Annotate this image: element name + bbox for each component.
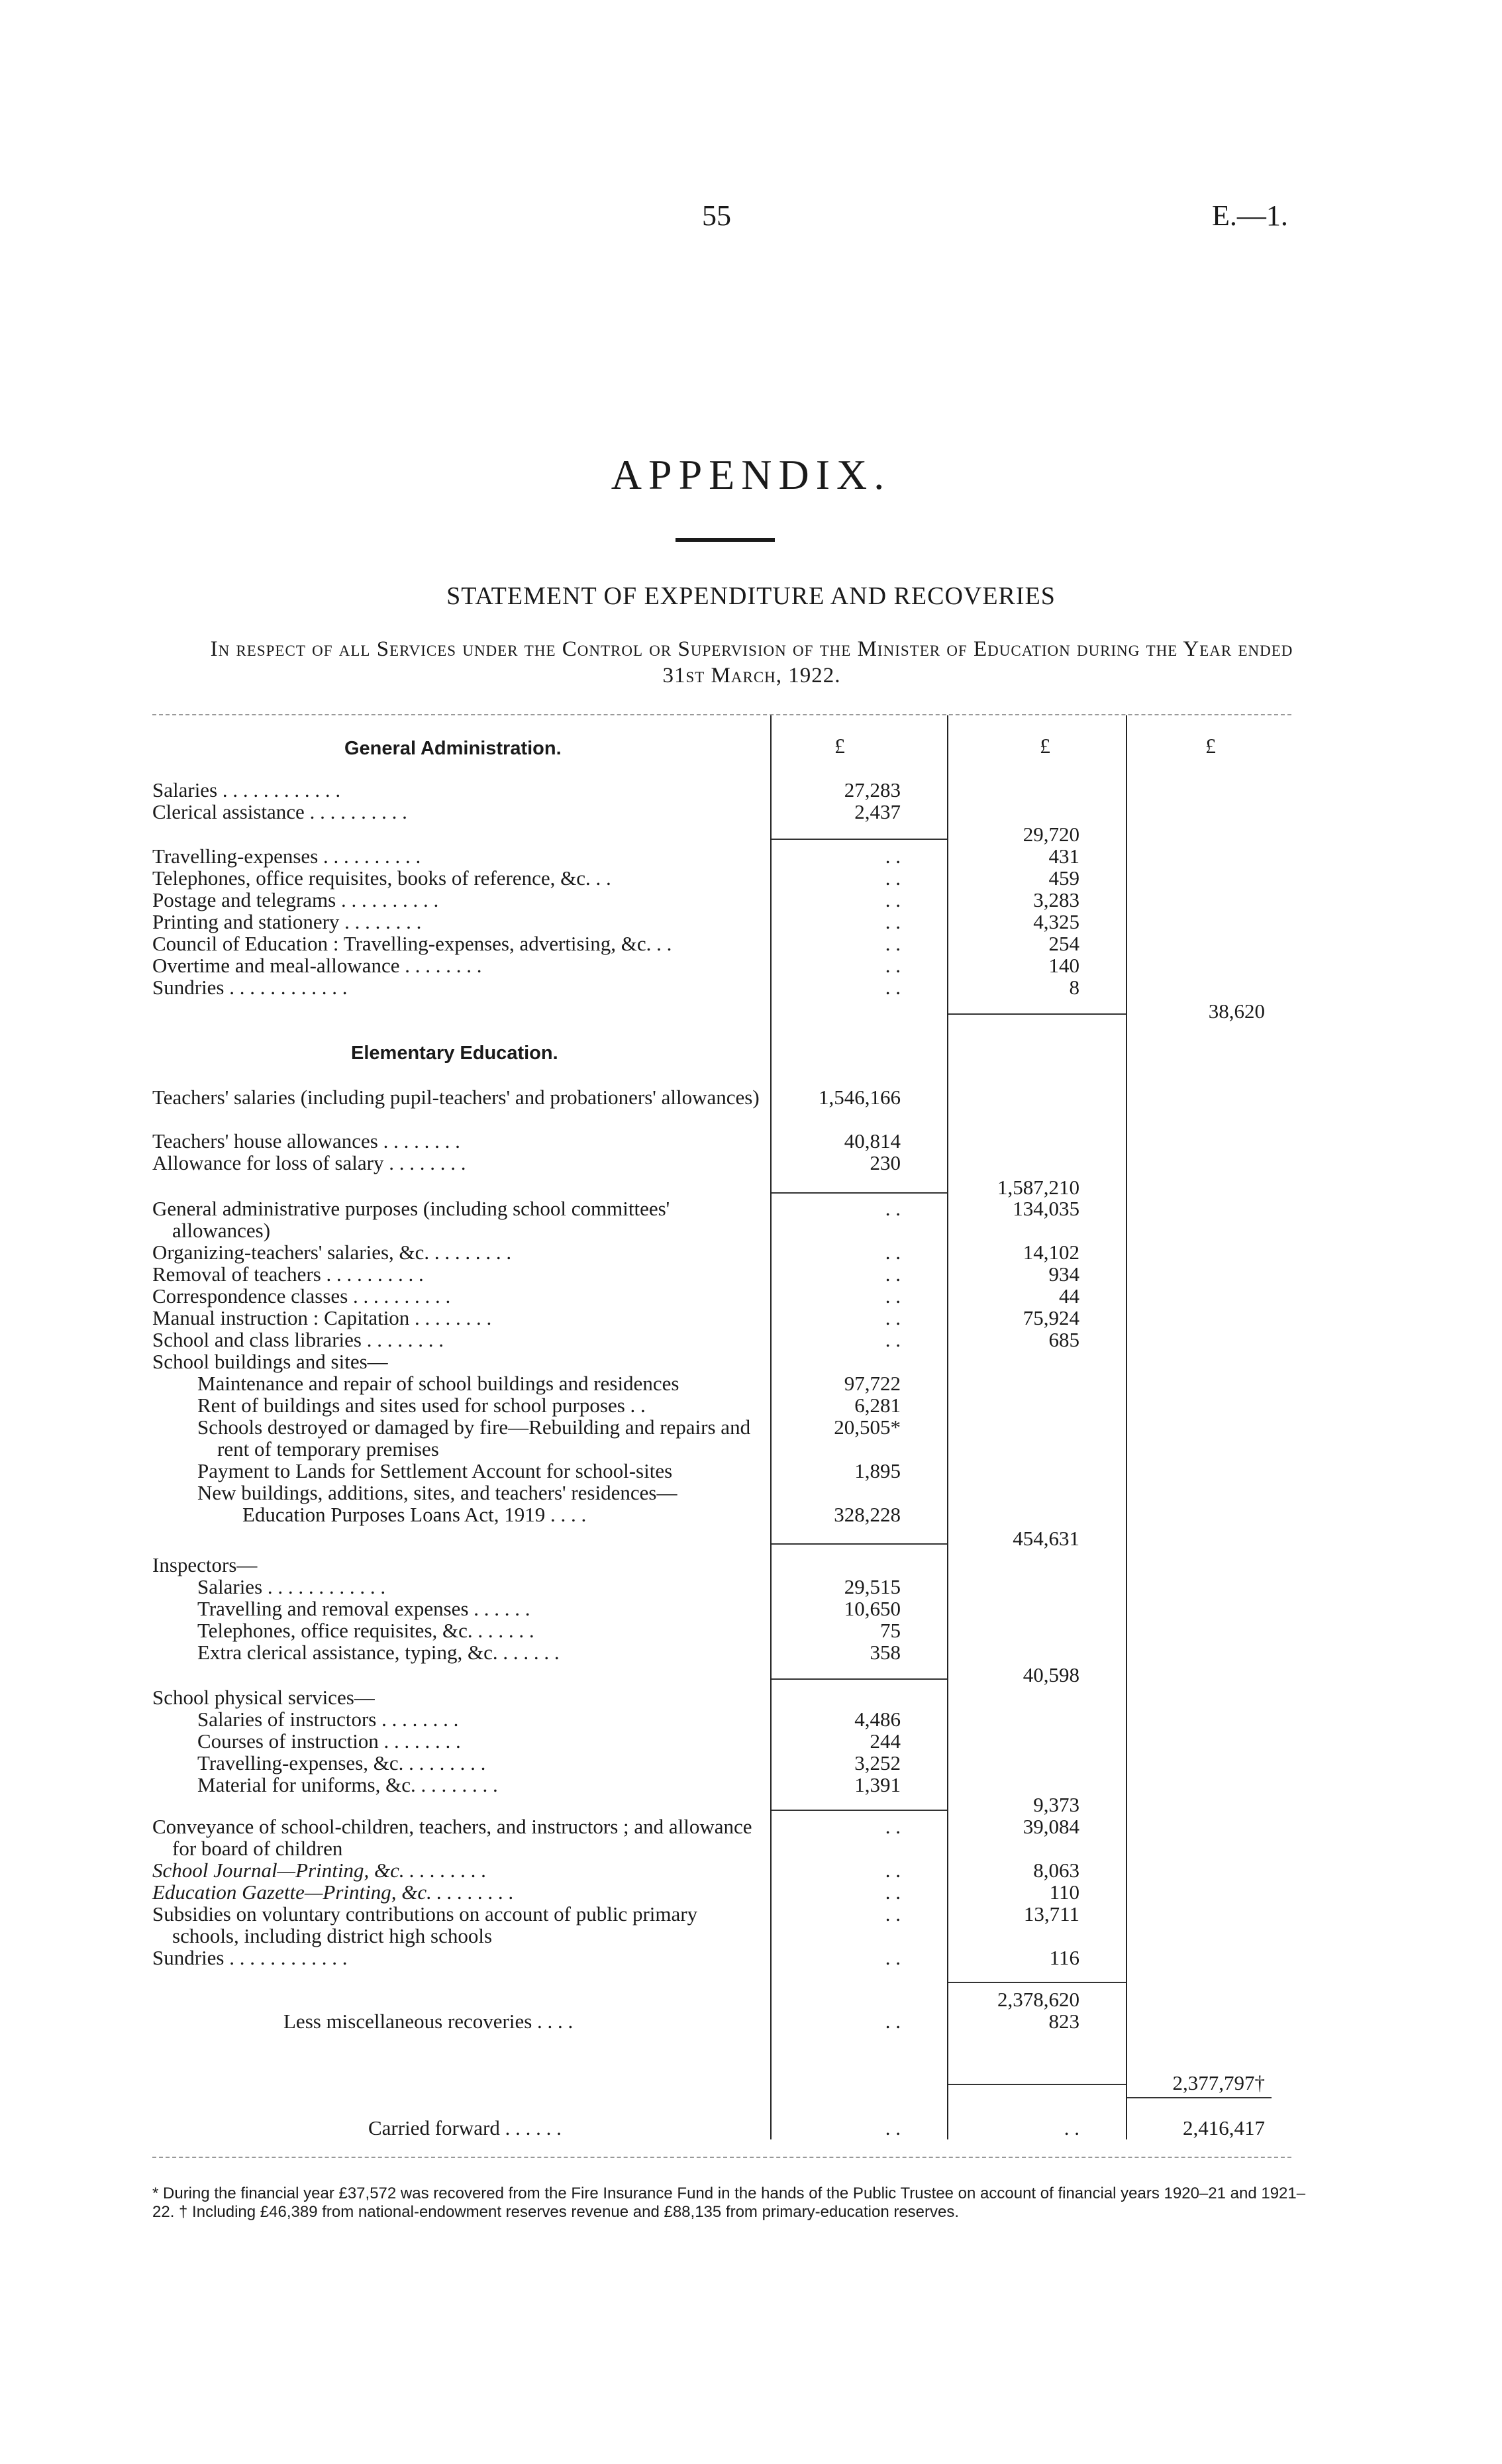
row-label: Conveyance of school-children, teachers, and instructors ; and allowance for board of children [152,1815,752,1860]
row-value: 934 [1048,1262,1079,1286]
subtotal-rule [948,1982,1126,1983]
table-row [152,1086,768,1108]
row-value: 75 [880,1619,901,1642]
row-label: General administrative purposes (including school committees' allowances) [152,1197,670,1242]
row-label: Subsidies on voluntary contributions on account of public primary schools, including district high schools [152,1902,698,1947]
row-label: Carried forward . . . . . . [368,2116,562,2139]
table-row [152,1198,768,1241]
row-value: . . [885,1815,901,1838]
row-label: Travelling-expenses, &c. . . . . . . . . [197,1751,486,1774]
row-value: . . [885,954,901,977]
statement-subtitle: In respect of all Services under the Control or Supervision of the Minister of Education during the Year ended 31st March, 1922. [210,637,1293,688]
row-label: School and class libraries . . . . . . . . [152,1328,444,1351]
row-label: Travelling-expenses . . . . . . . . . . [152,845,421,868]
row-label: Organizing-teachers' salaries, &c. . . . . . . . . [152,1241,512,1264]
row-value: 8,063 [1033,1859,1079,1882]
row-value: 4,486 [854,1708,901,1731]
row-value: 40,814 [844,1129,901,1153]
row-value: 1,546,166 [819,1086,901,1109]
column-header-pounds: £ [1040,734,1050,758]
row-value: . . [885,1241,901,1264]
row-value: 44 [1059,1284,1079,1308]
elementary-net-total: 2,377,797† [1172,2071,1265,2094]
net-rule [948,2084,1126,2085]
row-label: Removal of teachers . . . . . . . . . . [152,1262,424,1286]
row-value: 14,102 [1023,1241,1079,1264]
row-value: . . [885,1328,901,1351]
row-value: 6,281 [854,1394,901,1417]
row-label: Schools destroyed or damaged by fire—Rebuilding and repairs and rent of temporary premises [197,1415,751,1461]
row-value: . . [885,1946,901,1969]
row-value: 1,895 [854,1459,901,1482]
appendix-title: APPENDIX. [611,451,891,498]
statement-title: STATEMENT OF EXPENDITURE AND RECOVERIES [446,582,1056,610]
row-subtotal: 9,373 [1033,1793,1079,1816]
row-value: . . [885,932,901,955]
row-value: 8 [1069,976,1079,999]
row-value: 431 [1048,845,1079,868]
column-header-pounds: £ [1205,734,1216,758]
row-value: 4,325 [1033,910,1079,933]
column-divider [770,715,772,2139]
row-value: 39,084 [1023,1815,1079,1838]
net-rule [1127,2097,1272,2098]
section-total: 38,620 [1208,1000,1265,1023]
row-subtotal: 454,631 [1013,1527,1079,1550]
row-label: Extra clerical assistance, typing, &c. . . . . . . [197,1641,560,1664]
row-value: 459 [1048,866,1079,890]
row-subtotal: 29,720 [1023,823,1079,846]
row-value: . . [885,1306,901,1329]
table-row [152,1903,768,1947]
row-value: 140 [1048,954,1079,977]
row-value: . . [885,2116,901,2139]
table-top-rule [152,714,1291,715]
row-value: 13,711 [1023,1902,1079,1925]
row-value: . . [1064,2116,1079,2139]
row-subtotal: 40,598 [1023,1663,1079,1686]
row-label: Rent of buildings and sites used for school purposes . . [197,1394,646,1417]
row-label: Inspectors— [152,1553,258,1576]
row-label: Payment to Lands for Settlement Account for school-sites [197,1459,673,1482]
row-label: Teachers' salaries (including pupil-teachers' and probationers' allowances) [152,1086,760,1109]
row-value: 27,283 [844,778,901,801]
subtotal-rule [772,839,947,840]
elementary-subtotal: 2,378,620 [997,1988,1079,2011]
row-label: Overtime and meal-allowance . . . . . . . . [152,954,482,977]
row-label: Sundries . . . . . . . . . . . . [152,1946,348,1969]
row-label: Allowance for loss of salary . . . . . . . . [152,1151,466,1174]
row-value: . . [885,910,901,933]
row-value: . . [885,2010,901,2033]
row-value: 2,437 [854,800,901,823]
column-divider [1126,715,1127,2139]
row-label: School physical services— [152,1686,375,1709]
row-label: Sundries . . . . . . . . . . . . [152,976,348,999]
row-value: 116 [1049,1946,1079,1969]
row-value: . . [885,976,901,999]
subtotal-rule [772,1678,947,1680]
column-divider [947,715,948,2139]
row-value: 358 [870,1641,901,1664]
row-value: . . [885,866,901,890]
row-value: . . [885,1262,901,1286]
title-rule [676,538,775,542]
row-value: . . [885,1859,901,1882]
row-label: Postage and telegrams . . . . . . . . . . [152,888,439,911]
row-label: Council of Education : Travelling-expenses, advertising, &c. . . [152,932,672,955]
row-value: 328,228 [834,1503,901,1526]
row-label: School Journal—Printing, &c. . . . . . . . . [152,1859,487,1882]
row-label: Less miscellaneous recoveries . . . . [283,2010,574,2033]
footnote: * During the financial year £37,572 was recovered from the Fire Insurance Fund in the hands of the Public Trustee on account of financial years 1920–21 and 1921–22. † Including £46,389 from national-endowment reserves revenue and £88,135 from primary-education reserves. [152,2184,1306,2221]
row-label: Education Purposes Loans Act, 1919 . . . . [242,1503,587,1526]
row-label: Correspondence classes . . . . . . . . . . [152,1284,451,1308]
row-value: . . [885,1902,901,1925]
row-value: 244 [870,1729,901,1753]
row-value: . . [885,1880,901,1904]
row-value: 685 [1048,1328,1079,1351]
row-label: New buildings, additions, sites, and teachers' residences— [197,1481,677,1504]
row-value: 10,650 [844,1597,901,1620]
row-value: 134,035 [1013,1197,1079,1220]
section-heading-general-administration: General Administration. [344,738,562,759]
row-value: . . [885,1197,901,1220]
footnote-rule [152,2157,1291,2158]
row-value: 29,515 [844,1575,901,1598]
row-label: Clerical assistance . . . . . . . . . . [152,800,407,823]
row-value: 20,505* [834,1415,901,1439]
row-label: Travelling and removal expenses . . . . . . [197,1597,530,1620]
recoveries-value: 823 [1048,2010,1079,2033]
row-value: 97,722 [844,1372,901,1395]
section-heading-elementary-education: Elementary Education. [351,1043,558,1064]
row-label: School buildings and sites— [152,1350,388,1373]
row-label: Education Gazette—Printing, &c. . . . . . . . . [152,1880,514,1904]
column-header-pounds: £ [834,734,845,758]
page-number: 55 [702,199,731,232]
row-label: Salaries . . . . . . . . . . . . [152,778,341,801]
total-rule [948,1013,1126,1015]
row-label: Telephones, office requisites, books of reference, &c. . . [152,866,611,890]
row-value: 3,283 [1033,888,1079,911]
row-label: Salaries of instructors . . . . . . . . [197,1708,459,1731]
row-label: Salaries . . . . . . . . . . . . [197,1575,386,1598]
document-reference: E.—1. [1212,199,1288,232]
row-value: . . [885,1284,901,1308]
row-value: . . [885,888,901,911]
row-value: 75,924 [1023,1306,1079,1329]
row-label: Maintenance and repair of school buildings and residences [197,1372,679,1395]
row-label: Teachers' house allowances . . . . . . . . [152,1129,460,1153]
row-value: 254 [1048,932,1079,955]
row-value: 3,252 [854,1751,901,1774]
row-value: 110 [1049,1880,1079,1904]
row-label: Material for uniforms, &c. . . . . . . . . [197,1773,498,1796]
subtotal-rule [772,1192,947,1194]
table-row [197,1416,768,1460]
table-row [152,1816,768,1859]
row-label: Courses of instruction . . . . . . . . [197,1729,461,1753]
row-value: 230 [870,1151,901,1174]
carried-forward-total: 2,416,417 [1183,2116,1265,2139]
subtotal-rule [772,1810,947,1811]
row-value: 1,391 [854,1773,901,1796]
subtotal-rule [772,1543,947,1545]
row-label: Telephones, office requisites, &c. . . . . . . [197,1619,534,1642]
row-subtotal: 1,587,210 [997,1176,1079,1199]
row-value: . . [885,845,901,868]
row-label: Printing and stationery . . . . . . . . [152,910,422,933]
row-label: Manual instruction : Capitation . . . . . . . . [152,1306,492,1329]
